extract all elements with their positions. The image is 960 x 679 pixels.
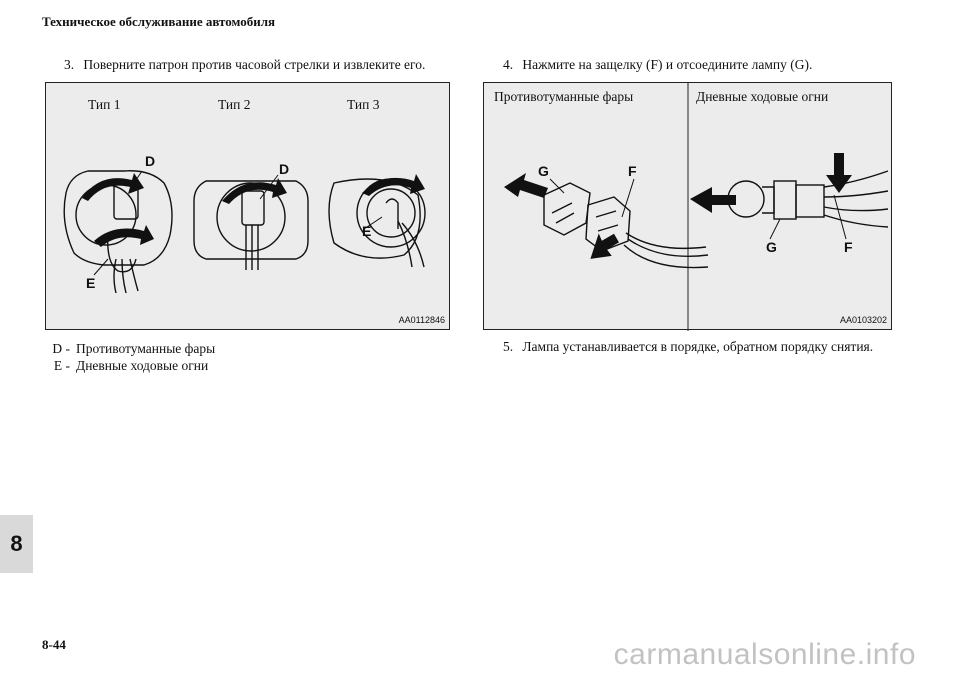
figure-socket-removal (45, 82, 450, 330)
step-text: Лампа устанавливается в порядке, обратном порядку снятия. (522, 339, 874, 354)
drl-title: Дневные ходовые огни (696, 89, 829, 104)
socket-illustration (46, 83, 451, 331)
legend-item-e (44, 358, 208, 374)
type-1-label: Тип 1 (88, 97, 121, 112)
step-number: 5. (503, 339, 514, 354)
fog-lamp-title: Противотуманные фары (494, 89, 634, 104)
legend-text: Дневные ходовые огни (76, 358, 209, 373)
chapter-tab: 8 (0, 515, 33, 573)
callout-d: D (279, 161, 290, 177)
callout-g: G (538, 163, 549, 179)
step-number: 3. (64, 57, 75, 72)
legend-item-d (44, 341, 215, 357)
step-5 (503, 339, 873, 355)
lamp-illustration (484, 83, 893, 331)
type-2-label: Тип 2 (218, 97, 251, 112)
figure-code: AA0103202 (839, 315, 887, 325)
step-4 (503, 57, 812, 73)
watermark: carmanualsonline.info (613, 638, 916, 671)
figure-lamp-disconnect (483, 82, 892, 330)
type-3-label: Тип 3 (347, 97, 380, 112)
legend-key: E - (53, 358, 70, 373)
callout-e: E (86, 275, 96, 291)
callout-g: G (766, 239, 777, 255)
page-number: 8-44 (42, 637, 66, 652)
step-number: 4. (503, 57, 514, 72)
legend-text: Противотуманные фары (76, 341, 216, 356)
figure-code: AA0112846 (398, 315, 445, 325)
callout-e: E (362, 223, 372, 239)
step-text: Нажмите на защелку (F) и отсоедините лампу (G). (522, 57, 813, 72)
legend-key: D - (52, 341, 70, 356)
callout-d: D (145, 153, 156, 169)
callout-f: F (844, 239, 853, 255)
step-3 (64, 57, 425, 73)
page-header: Техническое обслуживание автомобиля (42, 14, 276, 29)
step-text: Поверните патрон против часовой стрелки и извлеките его. (83, 57, 426, 72)
callout-f: F (628, 163, 637, 179)
